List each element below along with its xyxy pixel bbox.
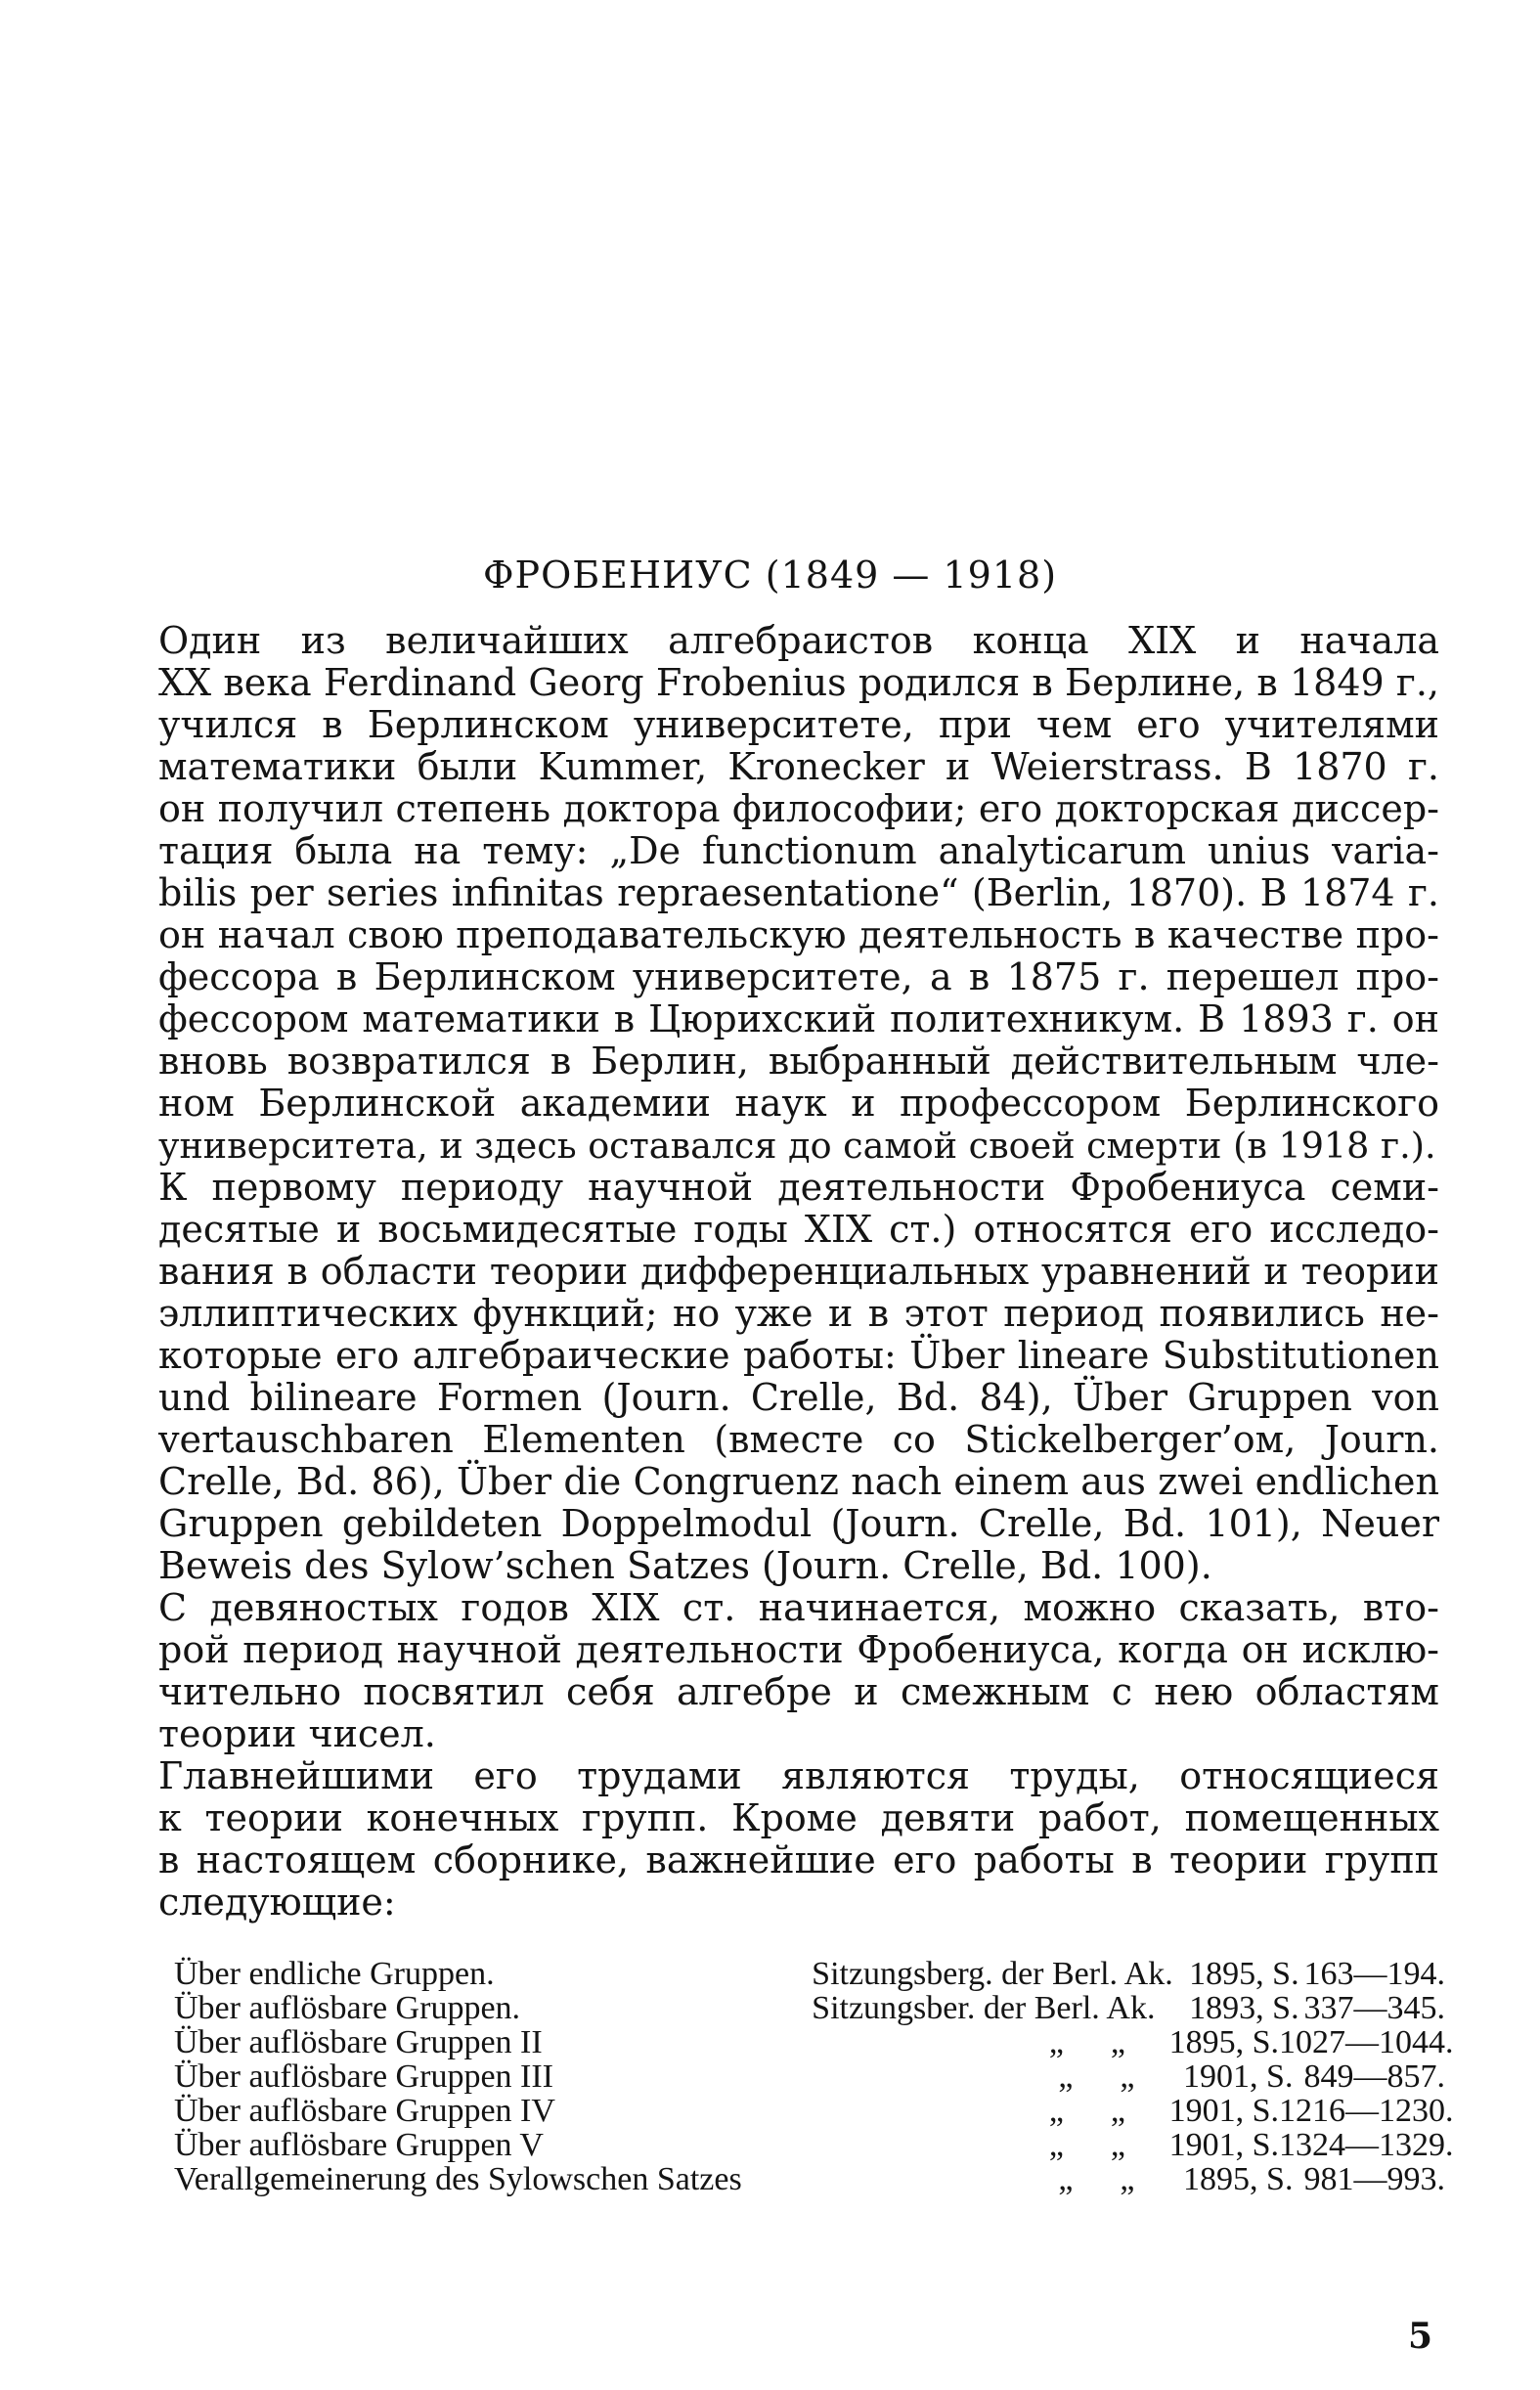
ditto-mark: „ [1120,2058,1135,2095]
reference-pages: 1324—1329. [1279,2127,1454,2163]
text-line: С девяностых годов XIX ст. начинается, можно сказать, вто- [158,1586,1439,1629]
paragraph-second-period [158,1587,1439,1755]
text-line: он начал свою преподавательскую деятельность в качестве про- [158,913,1439,956]
text-line: К первому периоду научной деятельности Фробениуса семи- [158,1166,1439,1209]
reference-year: 1901, S. [1168,2093,1279,2129]
paragraph-main-works [158,1755,1439,1924]
text-line: эллиптических функций; но уже и в этот период появились не- [158,1292,1439,1335]
reference-source [828,2025,1168,2059]
reference-pages: 981—993. [1303,2161,1445,2197]
reference-title: Über auflösbare Gruppen. [174,1991,521,2025]
text-line: фессора в Берлинском университете, а в 1875 г. перешел про- [158,955,1439,998]
reference-title: Über auflösbare Gruppen III [174,2059,553,2094]
reference-title: Über auflösbare Gruppen V [174,2128,544,2162]
text-line: теории чисел. [158,1712,436,1755]
reference-title: Über endliche Gruppen. [174,1957,495,1991]
ditto-mark: „ [1110,2127,1125,2163]
page-number: 5 [1408,2316,1433,2357]
reference-source: Sitzungsberg. der Berl. Ak. [812,1956,1173,1992]
reference-list [174,1956,1454,2197]
text-line: вновь возвратился в Берлин, выбранный действительным чле- [158,1040,1439,1083]
ditto-mark: „ [1048,2093,1064,2129]
chapter-title: ФРОБЕНИУС (1849 — 1918) [482,553,1058,597]
reference-source [828,2094,1168,2128]
reference-row [174,1991,1445,2025]
text-line: vertauschbaren Elementen (вместе со Stickelberger’ом, Journ. [158,1418,1439,1461]
ditto-mark: „ [1058,2161,1074,2197]
text-line: вания в области теории дифференциальных уравнений и теории [158,1250,1439,1293]
text-line: XX века Ferdinand Georg Frobenius родился в Берлине, в 1849 г., [158,661,1439,704]
reference-source: Sitzungsber. der Berl. Ak. [812,1990,1156,2026]
reference-source [838,2059,1183,2094]
reference-year: 1895, S. [1183,2161,1294,2197]
text-line: рой период научной деятельности Фробениуса, когда он исклю- [158,1628,1439,1671]
text-line: Один из величайших алгебраистов конца XIX и начала [158,619,1439,662]
text-line: в настоящем сборнике, важнейшие его работы в теории групп [158,1838,1439,1881]
reference-year: 1893, S. [1189,1990,1299,2026]
paragraph-biography [158,620,1439,1167]
reference-pages: 337—345. [1303,1990,1445,2026]
text-line: следующие: [158,1881,396,1924]
reference-source [828,2128,1168,2162]
text-line: учился в Берлинском университете, при чем его учителями [158,703,1439,746]
text-line: чительно посвятил себя алгебре и смежным с нею областям [158,1670,1439,1713]
paragraph-first-period [158,1167,1439,1587]
reference-title: Über auflösbare Gruppen II [174,2025,543,2059]
reference-year: 1895, S. [1168,2024,1279,2060]
text-line: университета, и здесь оставался до самой своей смерти (в 1918 г.). [158,1125,1436,1167]
ditto-mark: „ [1048,2127,1064,2163]
ditto-mark: „ [1048,2024,1064,2060]
reference-row [174,2059,1445,2094]
text-line: фессором математики в Цюрихский политехникум. В 1893 г. он [158,997,1439,1040]
reference-row [174,2127,1454,2163]
text-line: он получил степень доктора философии; его докторская диссер- [158,787,1439,830]
text-line: Gruppen gebildeten Doppelmodul (Journ. Crelle, Bd. 101), Neuer [158,1502,1439,1545]
reference-pages: 1216—1230. [1279,2093,1454,2129]
reference-title: Über auflösbare Gruppen IV [174,2094,555,2128]
text-line: und bilineare Formen (Journ. Crelle, Bd. 84), Über Gruppen von [158,1376,1439,1419]
reference-pages: 163—194. [1303,1956,1445,1992]
text-line: к теории конечных групп. Кроме девяти работ, помещенных [158,1796,1439,1839]
text-line: Crelle, Bd. 86), Über die Congruenz nach einem aus zwei endlichen [158,1460,1439,1503]
text-line: десятые и восьмидесятые годы XIX ст.) относятся его исследо- [158,1208,1439,1251]
text-line: ном Берлинской академии наук и профессором Берлинского [158,1082,1439,1125]
text-line: Beweis des Sylow’schen Satzes (Journ. Crelle, Bd. 100). [158,1544,1212,1587]
reference-source [838,2162,1183,2196]
reference-row [174,2162,1445,2196]
reference-year: 1895, S. [1189,1956,1299,1992]
text-line: тация была на тему: „De functionum analyticarum unius varia- [158,829,1439,872]
text-line: которые его алгебраические работы: Über lineare Substitutionen [158,1334,1439,1377]
reference-pages: 849—857. [1303,2058,1445,2095]
reference-title: Verallgemeinerung des Sylowschen Satzes [174,2162,742,2196]
reference-row [174,2024,1454,2060]
ditto-mark: „ [1110,2093,1125,2129]
body-text [158,620,1439,1924]
text-line: математики были Kummer, Kronecker и Weierstrass. В 1870 г. [158,745,1439,788]
ditto-mark: „ [1120,2161,1135,2197]
text-line: bilis per series infinitas repraesentatione“ (Berlin, 1870). В 1874 г. [158,871,1439,914]
ditto-mark: „ [1110,2024,1125,2060]
reference-year: 1901, S. [1183,2058,1294,2095]
reference-row [174,2093,1454,2129]
reference-row [174,1957,1445,1991]
reference-year: 1901, S. [1168,2127,1279,2163]
text-line: Главнейшими его трудами являются труды, относящиеся [158,1754,1439,1797]
reference-pages: 1027—1044. [1279,2024,1454,2060]
ditto-mark: „ [1058,2058,1074,2095]
